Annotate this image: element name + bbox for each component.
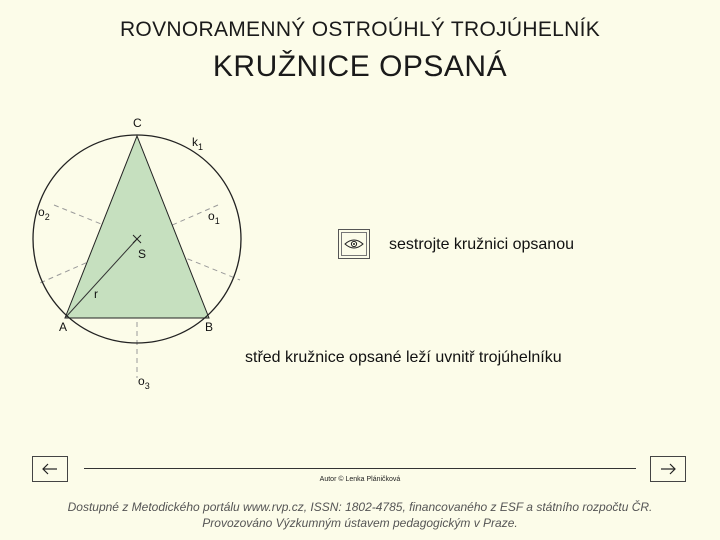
reveal-button[interactable] [338,229,370,259]
label-b: B [205,320,214,334]
footer-line-1: Dostupné z Metodického portálu www.rvp.cz, ISSN: 1802-4785, financovaného z ESF a státního rozpočtu ČR. [67,500,653,514]
author-credit: Autor © Lenka Pláničková [319,476,401,483]
arrow-right-icon [659,463,677,475]
eye-icon [344,238,364,250]
footer [0,499,720,531]
slide-title: ROVNORAMENNÝ OSTROÚHLÝ TROJÚHELNÍK [119,18,601,41]
triangle-abc [65,136,209,318]
slide-subtitle: KRUŽNICE OPSANÁ [212,50,508,83]
label-r: r [94,287,98,301]
label-a: A [59,320,68,334]
label-o2: $o_2$ [38,205,50,222]
label-o3: $o_3$ [138,374,150,391]
construct-instruction: sestrojte kružnici opsanou [389,236,574,253]
label-c: C [133,116,142,130]
label-o1: $o_1$ [208,209,220,226]
center-statement: střed kružnice opsané leží uvnitř trojúhelníku [245,349,562,366]
navigation-divider [84,468,636,469]
arrow-left-icon [41,463,59,475]
footer-line-2: Provozováno Výzkumným ústavem pedagogickým v Praze. [202,516,518,530]
label-s: S [138,247,147,261]
label-k1: $k_1$ [192,135,204,152]
